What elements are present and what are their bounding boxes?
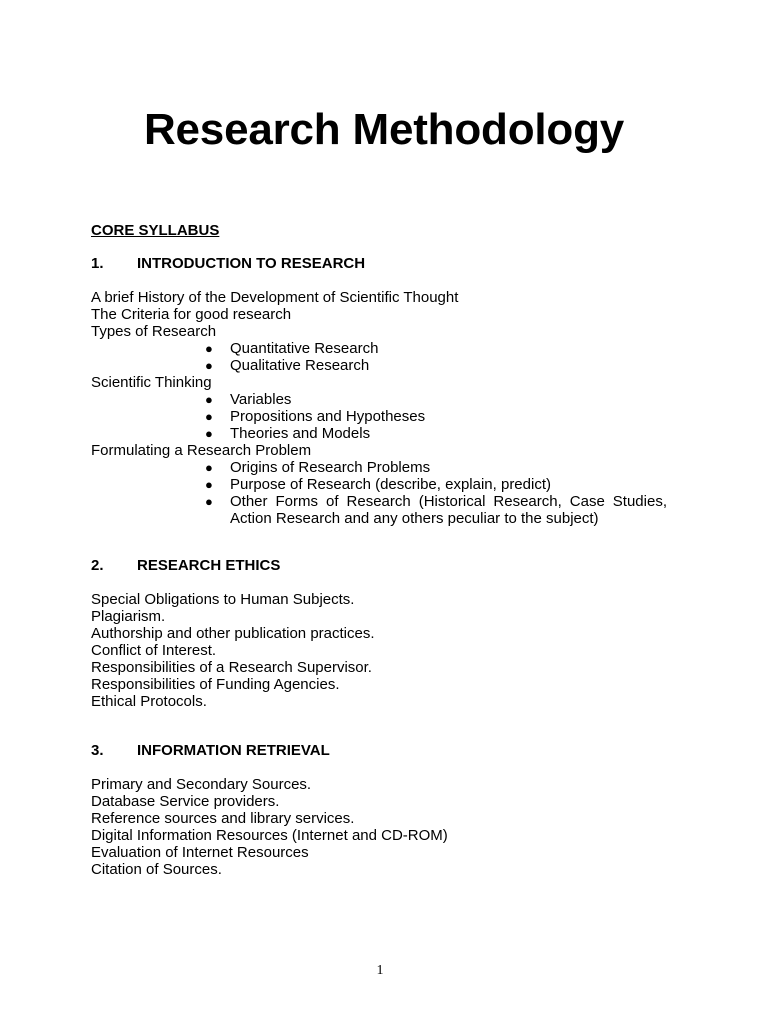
list-item: [91, 391, 667, 408]
list-item-label: Other Forms of Research (Historical Research, Case Studies, Action Research and any others peculiar to the subject): [230, 493, 667, 527]
list-item-label: Purpose of Research (describe, explain, predict): [230, 476, 551, 493]
list-item: [91, 408, 667, 425]
list-item-label: Theories and Models: [230, 425, 371, 442]
section-1-body: [91, 289, 667, 527]
bullet-icon: ●: [205, 460, 213, 475]
section-1-line: Formulating a Research Problem: [91, 442, 312, 459]
section-3-line: Digital Information Resources (Internet and CD-ROM): [91, 827, 448, 844]
bullet-icon: ●: [205, 392, 213, 407]
list-item-label: Variables: [230, 391, 292, 408]
list-item-label: Propositions and Hypotheses: [230, 408, 426, 425]
bullet-icon: ●: [205, 426, 213, 441]
section-1-title: INTRODUCTION TO RESEARCH: [137, 255, 366, 272]
scientific-thinking-list: [91, 391, 667, 442]
section-3-line: Reference sources and library services.: [91, 810, 355, 827]
bullet-icon: ●: [205, 494, 213, 509]
list-item-label: Quantitative Research: [230, 340, 379, 357]
list-item: [91, 357, 667, 374]
section-1-line: The Criteria for good research: [91, 306, 292, 323]
list-item-label: Origins of Research Problems: [230, 459, 431, 476]
section-1-line: Scientific Thinking: [91, 374, 212, 391]
list-item: [91, 425, 667, 442]
research-problem-list: [91, 459, 667, 527]
list-item: [91, 493, 667, 527]
section-2-line: Responsibilities of a Research Supervisor.: [91, 659, 372, 676]
section-2-line: Responsibilities of Funding Agencies.: [91, 676, 340, 693]
list-item: [91, 476, 667, 493]
bullet-icon: ●: [205, 341, 213, 356]
types-of-research-list: [91, 340, 667, 374]
section-2-title: RESEARCH ETHICS: [137, 557, 281, 574]
section-3-body: [91, 776, 448, 878]
section-1-line: Types of Research: [91, 323, 217, 340]
list-item-label: Qualitative Research: [230, 357, 370, 374]
section-2-heading: [91, 557, 280, 574]
section-2-line: Special Obligations to Human Subjects.: [91, 591, 355, 608]
core-syllabus-label: CORE SYLLABUS: [91, 222, 220, 239]
page-title: Research Methodology: [143, 105, 625, 154]
bullet-icon: ●: [205, 477, 213, 492]
section-1-number: 1.: [91, 255, 104, 272]
section-3-title: INFORMATION RETRIEVAL: [137, 742, 330, 759]
section-3-line: Evaluation of Internet Resources: [91, 844, 309, 861]
section-3-number: 3.: [91, 742, 104, 759]
section-2-line: Plagiarism.: [91, 608, 166, 625]
section-2-body: [91, 591, 375, 710]
section-3-line: Primary and Secondary Sources.: [91, 776, 312, 793]
section-1-line: A brief History of the Development of Scientific Thought: [91, 289, 459, 306]
section-2-line: Authorship and other publication practices.: [91, 625, 375, 642]
list-item: [91, 340, 667, 357]
section-2-line: Conflict of Interest.: [91, 642, 217, 659]
section-3-heading: [91, 742, 330, 759]
list-item: [91, 459, 667, 476]
section-3-line: Database Service providers.: [91, 793, 280, 810]
section-1-heading: [91, 255, 365, 272]
page-number: 1: [376, 963, 384, 978]
section-2-number: 2.: [91, 557, 104, 574]
bullet-icon: ●: [205, 358, 213, 373]
section-2-line: Ethical Protocols.: [91, 693, 207, 710]
section-3-line: Citation of Sources.: [91, 861, 222, 878]
bullet-icon: ●: [205, 409, 213, 424]
